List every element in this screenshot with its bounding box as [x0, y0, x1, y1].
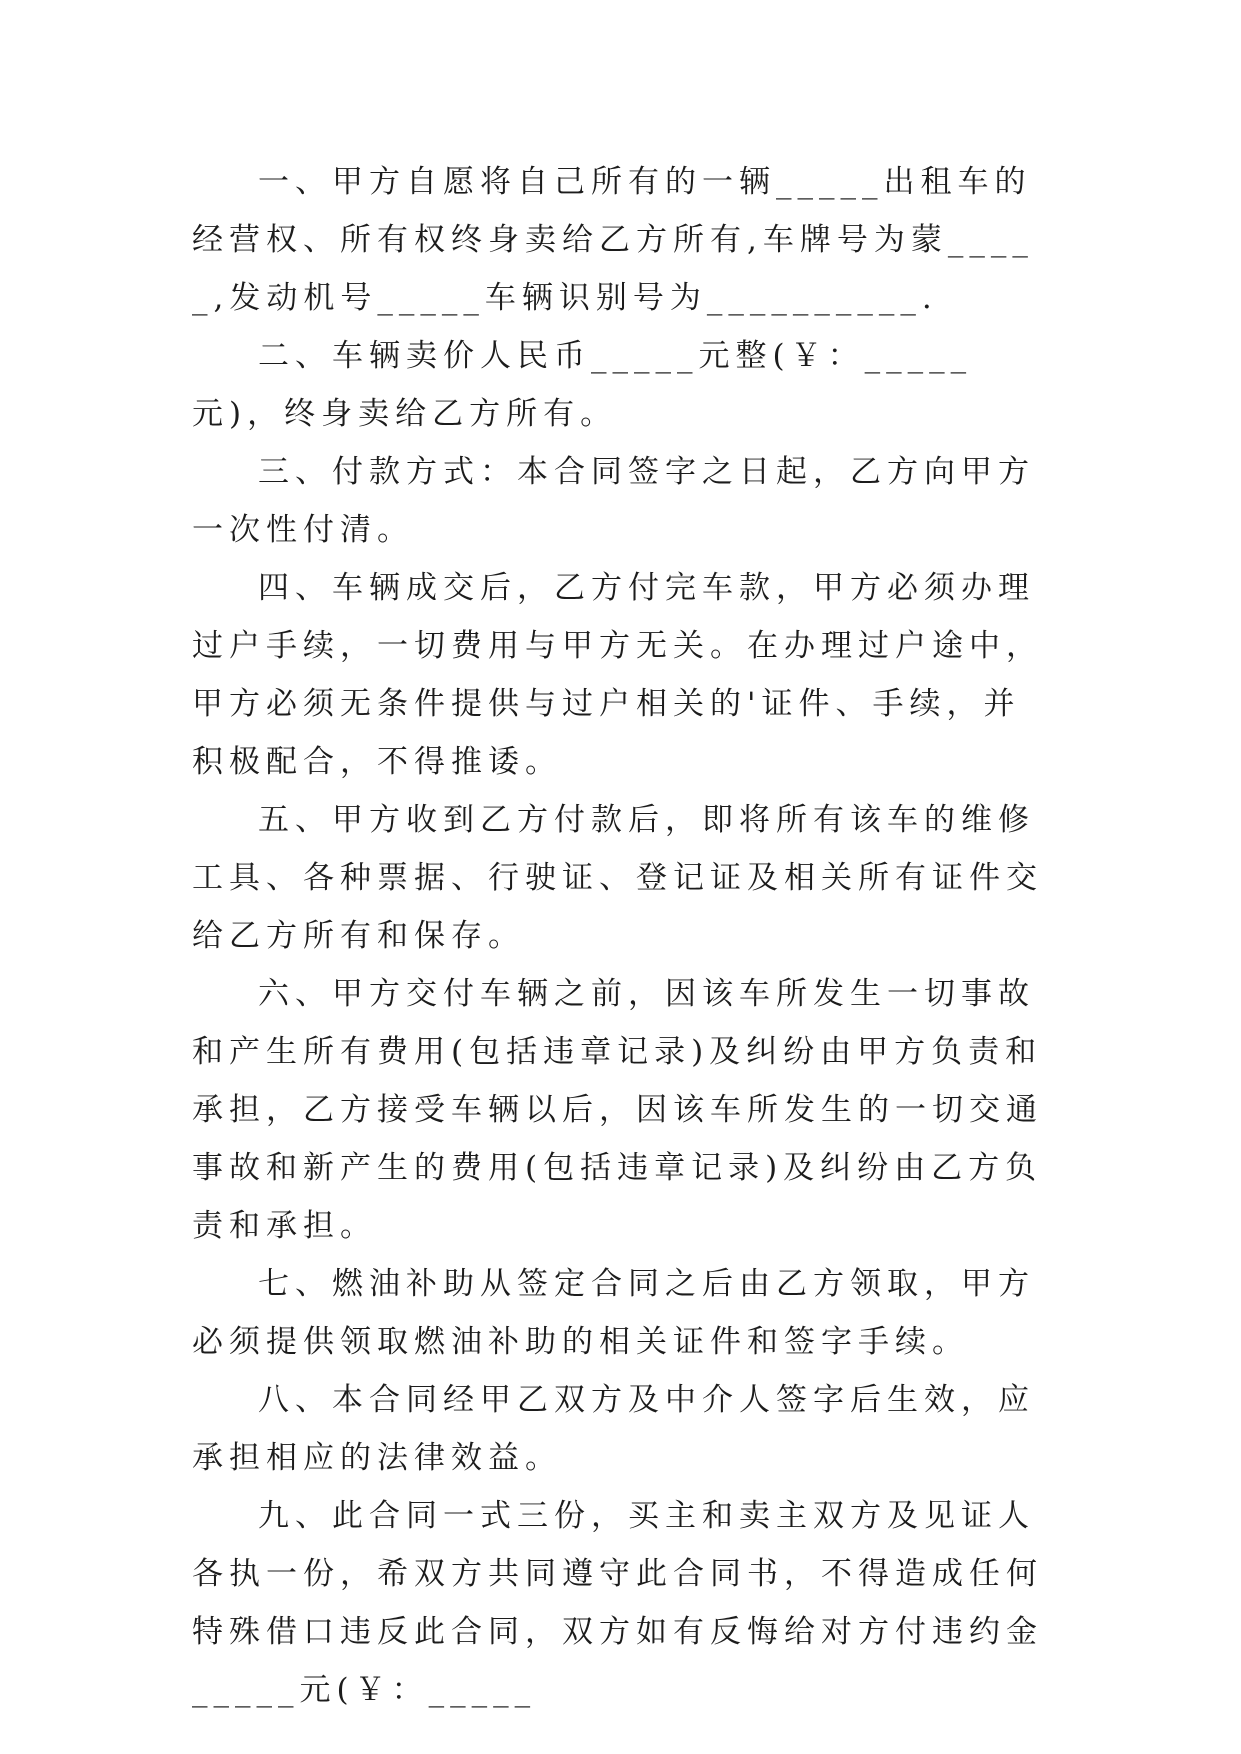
clause-9: 九、此合同一式三份，买主和卖主双方及见证人各执一份，希双方共同遵守此合同书，不得造成任何特殊借口违反此合同，双方如有反悔给对方付违约金_____元(￥：_____	[192, 1498, 1043, 1708]
clause-8: 八、本合同经甲乙双方及中介人签字后生效，应承担相应的法律效益。	[192, 1382, 1035, 1476]
contract-body	[192, 153, 1052, 1719]
clause-4: 四、车辆成交后，乙方付完车款，甲方必须办理过户手续，一切费用与甲方无关。在办理过户途中，甲方必须无条件提供与过户相关的'证件、手续，并积极配合，不得推诿。	[192, 570, 1043, 780]
clause-2: 二、车辆卖价人民币_____元整(￥：_____元)，终身卖给乙方所有。	[192, 338, 973, 432]
clause-1: 一、甲方自愿将自己所有的一辆_____出租车的经营权、所有权终身卖给乙方所有,车牌号为蒙_____,发动机号_____车辆识别号为__________.	[192, 164, 1034, 316]
clause-6: 六、甲方交付车辆之前，因该车所发生一切事故和产生所有费用(包括违章记录)及纠纷由甲方负责和承担，乙方接受车辆以后，因该车所发生的一切交通事故和新产生的费用(包括违章记录)及纠纷由乙方负责和承担。	[192, 976, 1043, 1244]
clause-5: 五、甲方收到乙方付款后，即将所有该车的维修工具、各种票据、行驶证、登记证及相关所有证件交给乙方所有和保存。	[192, 802, 1043, 954]
clause-3: 三、付款方式：本合同签字之日起，乙方向甲方一次性付清。	[192, 454, 1035, 548]
clause-7: 七、燃油补助从签定合同之后由乙方领取，甲方必须提供领取燃油补助的相关证件和签字手续。	[192, 1266, 1035, 1360]
